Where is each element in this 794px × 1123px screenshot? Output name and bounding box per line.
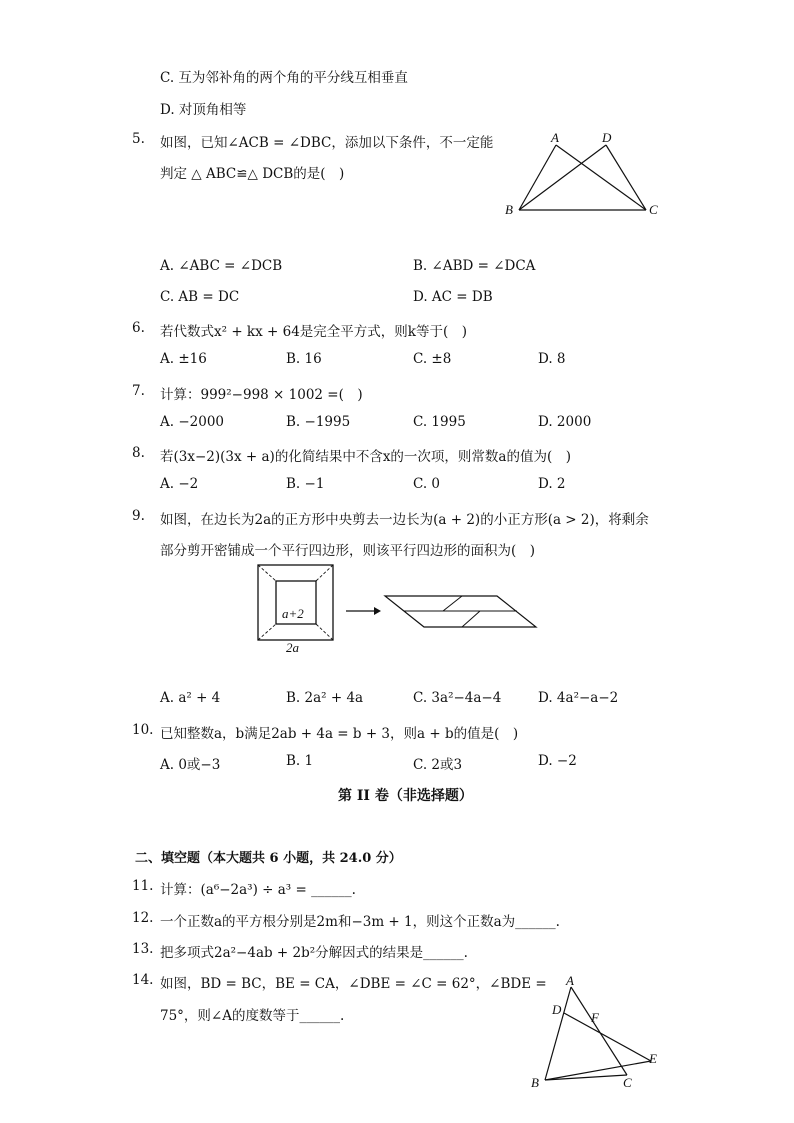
q14-label-a: A bbox=[566, 973, 574, 988]
q8-stem: 若(3x−2)(3x + a)的化简结果中不含x的一次项，则常数a的值为( ) bbox=[160, 449, 572, 465]
q8-option-b: B. −1 bbox=[286, 476, 325, 492]
section-heading: 二、填空题（本大题共 6 小题，共 24.0 分） bbox=[135, 851, 402, 866]
q5-label-a: A bbox=[551, 130, 559, 145]
q6-option-a: A. ±16 bbox=[160, 351, 207, 367]
q8-option-d: D. 2 bbox=[538, 476, 566, 492]
q6-option-c: C. ±8 bbox=[413, 351, 452, 367]
q5-line-AC bbox=[556, 145, 646, 210]
q5-option-d: D. AC = DB bbox=[413, 289, 493, 305]
q7-option-d: D. 2000 bbox=[538, 414, 592, 430]
q7-option-a: A. −2000 bbox=[160, 414, 224, 430]
q12-number: 12. bbox=[132, 910, 154, 926]
q9-inner-label: a+2 bbox=[282, 606, 304, 621]
q6-option-b: B. 16 bbox=[286, 351, 322, 367]
q6-number: 6. bbox=[132, 320, 145, 336]
q14-label-b: B bbox=[531, 1075, 539, 1090]
q9-stem-line1: 如图，在边长为2a的正方形中央剪去一边长为(a + 2)的小正方形(a > 2)，将剩余 bbox=[160, 512, 649, 528]
q10-stem: 已知整数a，b满足2ab + 4a = b + 3，则a + b的值是( ) bbox=[160, 726, 519, 742]
q14-label-e: E bbox=[649, 1051, 657, 1066]
q10-number: 10. bbox=[132, 722, 154, 738]
q5-stem-line2: 判定 △ ABC≌△ DCB的是( ) bbox=[160, 166, 345, 182]
q5-label-c: C bbox=[649, 202, 658, 217]
q9-option-a: A. a² + 4 bbox=[160, 690, 221, 706]
q5-stem-line1: 如图，已知∠ACB = ∠DBC，添加以下条件，不一定能 bbox=[160, 135, 494, 151]
q9-option-d: D. 4a²−a−2 bbox=[538, 690, 619, 706]
q5-line-BA bbox=[519, 145, 556, 210]
q5-label-b: B bbox=[505, 202, 513, 217]
q5-option-c: C. AB = DC bbox=[160, 289, 240, 305]
q6-option-d: D. 8 bbox=[538, 351, 566, 367]
q7-option-c: C. 1995 bbox=[413, 414, 466, 430]
q7-number: 7. bbox=[132, 383, 145, 399]
q9-cut-line bbox=[258, 565, 276, 581]
q14-line-BA bbox=[545, 987, 571, 1080]
q13-number: 13. bbox=[132, 941, 154, 957]
q11-number: 11. bbox=[132, 878, 154, 894]
q11-stem: 计算：(a⁶−2a³) ÷ a³ = ______. bbox=[160, 882, 356, 898]
q9-arrow-head bbox=[374, 607, 381, 615]
q9-parallelogram-split bbox=[443, 596, 462, 611]
q4-option-c: C. 互为邻补角的两个角的平分线互相垂直 bbox=[160, 70, 408, 86]
q9-parallelogram-split bbox=[462, 611, 480, 627]
q14-label-c: C bbox=[623, 1075, 632, 1090]
q9-number: 9. bbox=[132, 508, 145, 524]
q9-outer-square bbox=[258, 565, 333, 640]
q8-option-c: C. 0 bbox=[413, 476, 441, 492]
q9-cut-line bbox=[258, 624, 276, 640]
q10-option-d: D. −2 bbox=[538, 753, 577, 769]
q6-stem: 若代数式x² + kx + 64是完全平方式，则k等于( ) bbox=[160, 324, 467, 340]
q9-option-b: B. 2a² + 4a bbox=[286, 690, 364, 706]
q10-option-b: B. 1 bbox=[286, 753, 314, 769]
q14-triangle-figure bbox=[525, 970, 665, 1090]
q10-option-a: A. 0或−3 bbox=[160, 757, 221, 773]
q14-stem-line2: 75°，则∠A的度数等于______. bbox=[160, 1008, 345, 1024]
q14-label-d: D bbox=[552, 1002, 562, 1017]
q14-line-DE bbox=[564, 1013, 651, 1061]
q5-triangle-figure bbox=[500, 128, 670, 223]
q14-label-f: F bbox=[591, 1010, 599, 1025]
q5-option-b: B. ∠ABD = ∠DCA bbox=[413, 258, 536, 274]
q9-option-c: C. 3a²−4a−4 bbox=[413, 690, 502, 706]
q4-option-d: D. 对顶角相等 bbox=[160, 102, 247, 118]
q9-outer-label: 2a bbox=[286, 640, 299, 655]
q14-number: 14. bbox=[132, 972, 154, 988]
q14-line-AC bbox=[571, 987, 627, 1075]
q7-option-b: B. −1995 bbox=[286, 414, 351, 430]
q8-number: 8. bbox=[132, 445, 145, 461]
q7-stem: 计算：999²−998 × 1002 =( ) bbox=[160, 387, 363, 403]
q5-line-DC bbox=[606, 145, 646, 210]
q9-stem-line2: 部分剪开密铺成一个平行四边形，则该平行四边形的面积为( ) bbox=[160, 543, 536, 559]
q5-line-BD bbox=[519, 145, 606, 210]
q14-stem-line1: 如图，BD = BC，BE = CA，∠DBE = ∠C = 62°，∠BDE = bbox=[160, 976, 547, 992]
section-title: 第 II 卷（非选择题） bbox=[338, 788, 473, 804]
q9-cut-line bbox=[316, 624, 333, 640]
q12-stem: 一个正数a的平方根分别是2m和−3m + 1，则这个正数a为______. bbox=[160, 914, 560, 930]
q13-stem: 把多项式2a²−4ab + 2b²分解因式的结果是______. bbox=[160, 945, 468, 961]
q9-cut-line bbox=[316, 565, 333, 581]
q5-option-a: A. ∠ABC = ∠DCB bbox=[160, 258, 283, 274]
q5-number: 5. bbox=[132, 131, 145, 147]
q8-option-a: A. −2 bbox=[160, 476, 199, 492]
q5-label-d: D bbox=[602, 130, 612, 145]
q9-square-figure bbox=[250, 560, 550, 660]
q10-option-c: C. 2或3 bbox=[413, 757, 463, 773]
